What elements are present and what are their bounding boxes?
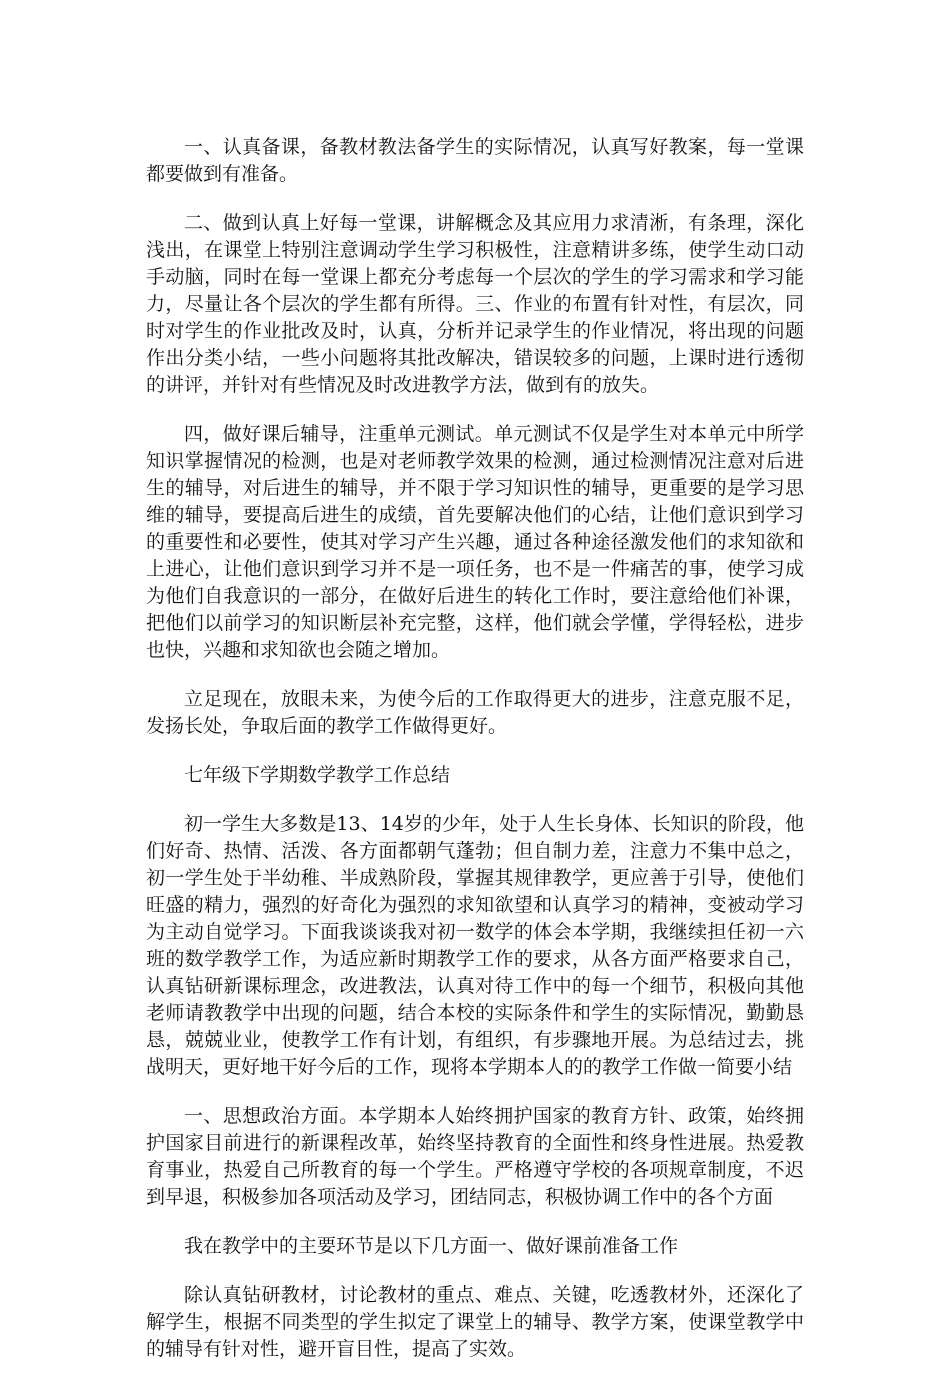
paragraph-looking-ahead: 立足现在，放眼未来，为使今后的工作取得更大的进步，注意克服不足，发扬长处，争取后面的教学工作做得更好。 — [146, 688, 804, 737]
paragraph-study-materials: 除认真钻研教材，讨论教材的重点、难点、关键，吃透教材外，还深化了解学生，根据不同类型的学生拟定了课堂上的辅导、教学方案，使课堂教学中的辅导有针对性，避开盲目性，提高了实效。 — [146, 1284, 804, 1360]
document-body — [146, 134, 804, 1385]
paragraph-lesson-prep: 一、认真备课，备教材教法备学生的实际情况，认真写好教案，每一堂课都要做到有准备。 — [146, 136, 804, 185]
section-title: 七年级下学期数学教学工作总结 — [184, 764, 451, 786]
paragraph-main-links: 我在教学中的主要环节是以下几方面一、做好课前准备工作 — [184, 1235, 679, 1257]
paragraph-classroom-teaching: 二、做到认真上好每一堂课，讲解概念及其应用力求清淅，有条理，深化浅出，在课堂上特别注意调动学生学习积极性，注意精讲多练，使学生动口动手动脑，同时在每一堂课上都充分考虑每一个层次的学生的学习需求和学习能力，尽量让各个层次的学生都有所得。三、作业的布置有针对性，有层次，同时对学生的作业批改及时，认真，分析并记录学生的作业情况，将出现的问题作出分类小结，一些小问题将其批改解决，错误较多的问题，上课时进行透彻的讲评，并针对有些情况及时改进教学方法，做到有的放失。 — [146, 212, 804, 396]
paragraph-ideology: 一、思想政治方面。本学期本人始终拥护国家的教育方针、政策，始终拥护国家目前进行的新课程改革，始终坚持教育的全面性和终身性进展。热爱教育事业，热爱自己所教育的每一个学生。严格遵守学校的各项规章制度，不迟到早退，积极参加各项活动及学习，团结同志，积极协调工作中的各个方面 — [146, 1105, 804, 1208]
paragraph-after-class-tutoring: 四，做好课后辅导，注重单元测试。单元测试不仅是学生对本单元中所学知识掌握情况的检测，也是对老师教学效果的检测，通过检测情况注意对后进生的辅导，对后进生的辅导，并不限于学习知识性的辅导，更重要的是学习思维的辅导，要提高后进生的成绩，首先要解决他们的心结，让他们意识到学习的重要性和必要性，使其对学习产生兴趣，通过各种途径激发他们的求知欲和上进心，让他们意识到学习并不是一项任务，也不是一件痛苦的事，使学习成为他们自我意识的一部分，在做好后进生的转化工作时，要注意给他们补课，把他们以前学习的知识断层补充完整，这样，他们就会学懂，学得轻松，进步也快，兴趣和求知欲也会随之增加。 — [146, 423, 804, 661]
paragraph-student-overview: 初一学生大多数是13、14岁的少年，处于人生长身体、长知识的阶段，他们好奇、热情、活泼、各方面都朝气蓬勃；但自制力差，注意力不集中总之，初一学生处于半幼稚、半成熟阶段，掌握其规律教学，更应善于引导，使他们旺盛的精力，强烈的好奇化为强烈的求知欲望和认真学习的精神，变被动学习为主动自觉学习。下面我谈谈我对初一数学的体会本学期，我继续担任初一六班的数学教学工作，为适应新时期教学工作的要求，从各方面严格要求自己，认真钻研新课标理念，改进教法，认真对待工作中的每一个细节，积极向其他老师请教教学中出现的问题，结合本校的实际条件和学生的实际情况，勤勤恳恳，兢兢业业，使教学工作有计划，有组织，有步骤地开展。为总结过去，挑战明天，更好地干好今后的工作，现将本学期本人的的教学工作做一简要小结 — [146, 813, 804, 1078]
